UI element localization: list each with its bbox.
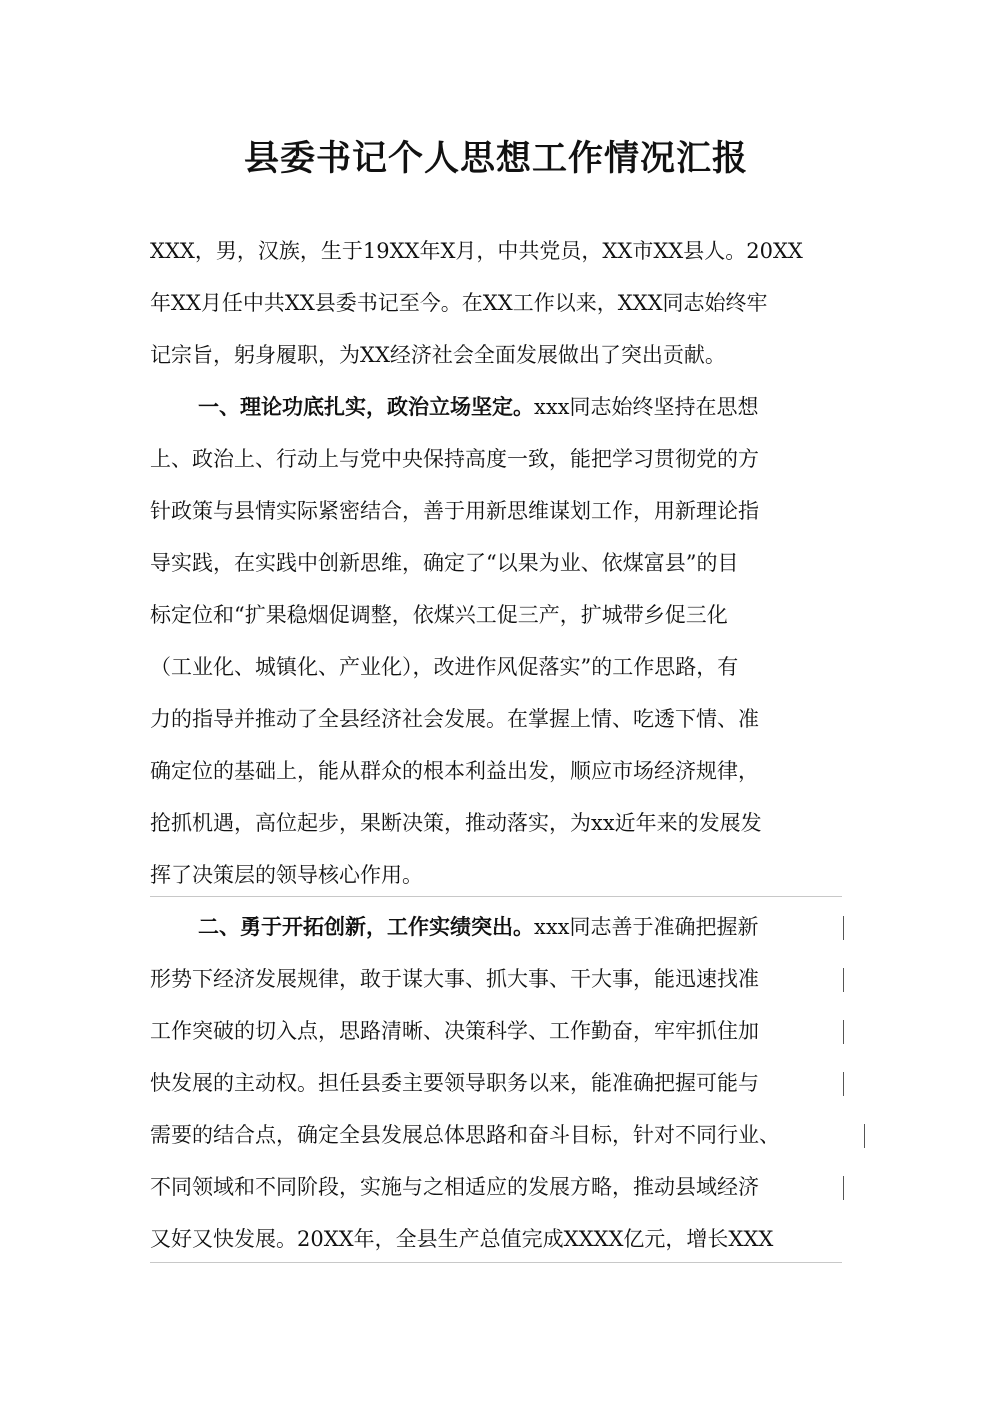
section1-line: 抢抓机遇，高位起步，果断决策，推动落实，为xx近年来的发展发	[150, 811, 762, 835]
margin-mark	[843, 1072, 844, 1096]
section2-line: 不同领域和不同阶段，实施与之相适应的发展方略，推动县域经济	[150, 1175, 759, 1199]
section1-first-text: xxx同志始终坚持在思想	[534, 395, 759, 419]
section1-line: 针政策与县情实际紧密结合，善于用新思维谋划工作，用新理论指	[150, 499, 759, 523]
section2-line: 又好又快发展。20XX年，全县生产总值完成XXXX亿元，增长XXX	[150, 1227, 774, 1251]
section-divider	[150, 896, 842, 897]
document-title: 县委书记个人思想工作情况汇报	[243, 138, 748, 179]
section1-line: 导实践，在实践中创新思维，确定了“以果为业、依煤富县”的目	[150, 551, 739, 575]
margin-mark	[864, 1124, 865, 1148]
section1-line: 挥了决策层的领导核心作用。	[150, 863, 423, 887]
margin-mark	[843, 916, 844, 940]
section2-first-line	[198, 912, 759, 942]
section1-line: 确定位的基础上，能从群众的根本利益出发，顺应市场经济规律，	[150, 759, 759, 783]
intro-line: XXX，男，汉族，生于19XX年X月，中共党员，XX市XX县人。20XX	[150, 239, 803, 263]
section1-line: 上、政治上、行动上与党中央保持高度一致，能把学习贯彻党的方	[150, 447, 759, 471]
section2-line: 形势下经济发展规律，敢于谋大事、抓大事、干大事，能迅速找准	[150, 967, 759, 991]
margin-mark	[843, 968, 844, 992]
section1-heading: 一、理论功底扎实，政治立场坚定。	[198, 394, 534, 419]
section2-line: 需要的结合点，确定全县发展总体思路和奋斗目标，针对不同行业、	[150, 1123, 780, 1147]
section1-line: （工业化、城镇化、产业化），改进作风促落实”的工作思路，有	[150, 655, 739, 679]
margin-mark	[843, 1020, 844, 1044]
section2-line: 快发展的主动权。担任县委主要领导职务以来，能准确把握可能与	[150, 1071, 759, 1095]
intro-line: 年XX月任中共XX县委书记至今。在XX工作以来，XXX同志始终牢	[150, 291, 768, 315]
section1-line: 力的指导并推动了全县经济社会发展。在掌握上情、吃透下情、准	[150, 707, 759, 731]
section1-first-line	[198, 392, 759, 422]
intro-line: 记宗旨，躬身履职，为XX经济社会全面发展做出了突出贡献。	[150, 343, 726, 367]
section2-line: 工作突破的切入点，思路清晰、决策科学、工作勤奋，牢牢抓住加	[150, 1019, 759, 1043]
page-bottom-rule	[150, 1262, 842, 1263]
margin-mark	[843, 1176, 844, 1200]
section1-line: 标定位和“扩果稳烟促调整，依煤兴工促三产，扩城带乡促三化	[150, 603, 728, 627]
section2-first-text: xxx同志善于准确把握新	[534, 915, 759, 939]
section2-heading: 二、勇于开拓创新，工作实绩突出。	[198, 914, 534, 939]
